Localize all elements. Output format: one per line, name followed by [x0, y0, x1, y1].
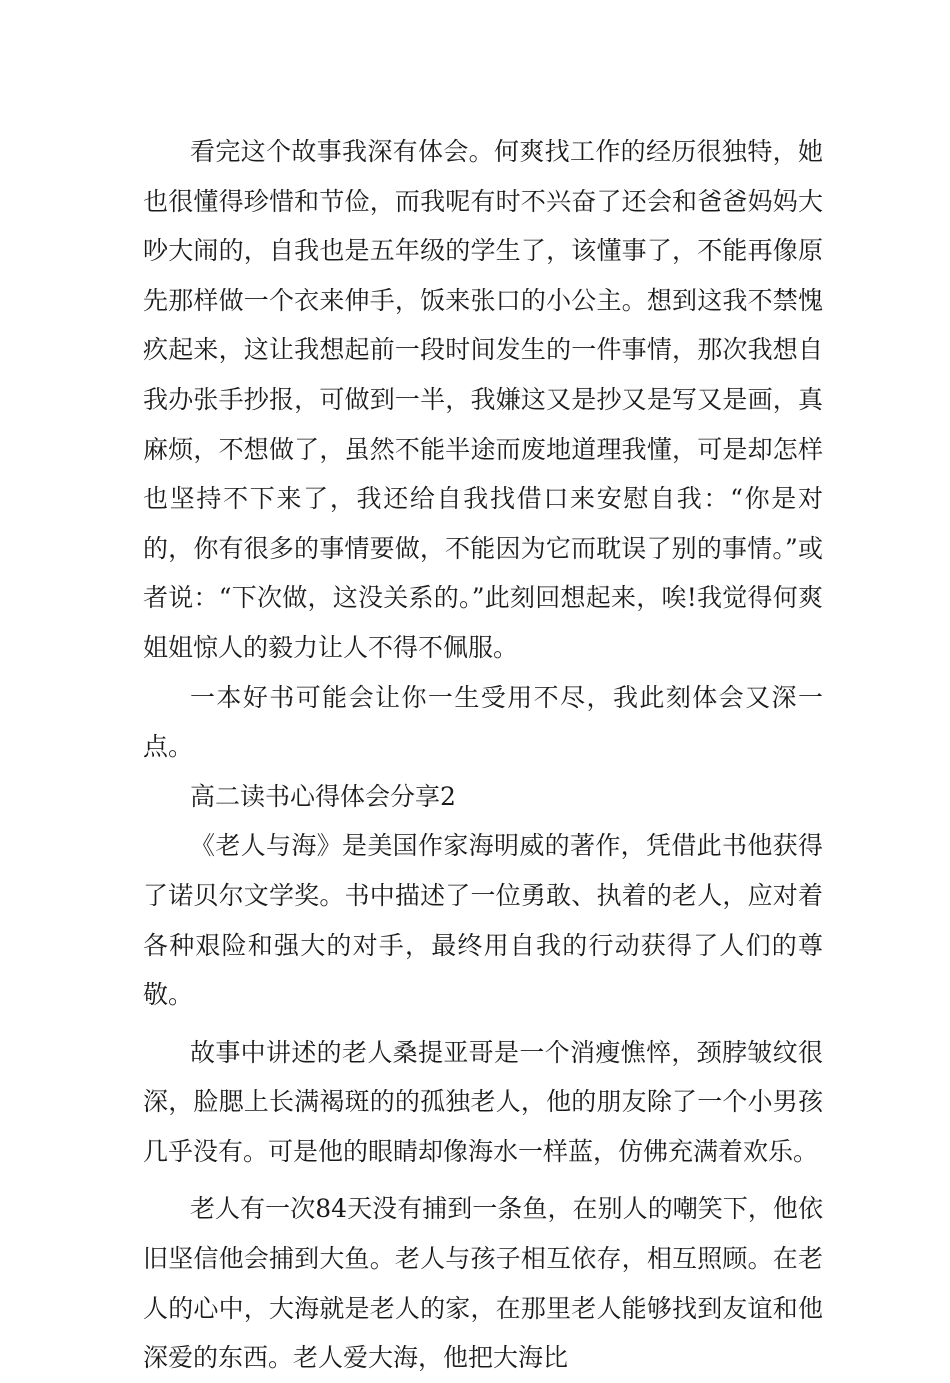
paragraph-reflection: 看完这个故事我深有体会。何爽找工作的经历很独特，她也很懂得珍惜和节俭，而我呢有时不兴奋了还会和爸爸妈妈大吵大闹的，自我也是五年级的学生了，该懂事了，不能再像原先那样做一个衣来伸手，饭来张口的小公主。想到这我不禁愧疚起来，这让我想起前一段时间发生的一件事情，那次我想自我办张手抄报，可做到一半，我嫌这又是抄又是写又是画，真麻烦，不想做了，虽然不能半途而废地道理我懂，可是却怎样也坚持不下来了，我还给自我找借口来安慰自我：“你是对的，你有很多的事情要做，不能因为它而耽误了别的事情。”或者说：“下次做，这没关系的。”此刻回想起来，唉!我觉得何爽姐姐惊人的毅力让人不得不佩服。	[143, 137, 823, 662]
document-body	[143, 127, 823, 1383]
section-heading: 高二读书心得体会分享2	[190, 781, 456, 811]
paragraph-good-book: 一本好书可能会让你一生受用不尽，我此刻体会又深一点。	[143, 682, 823, 762]
paragraph-old-man-and-sea-intro: 《老人与海》是美国作家海明威的著作，凭借此书他获得了诺贝尔文学奖。书中描述了一位勇敢、执着的老人，应对着各种艰险和强大的对手，最终用自我的行动获得了人们的尊敬。	[143, 831, 823, 1010]
paragraph-84-days: 老人有一次84天没有捕到一条鱼，在别人的嘲笑下，他依旧坚信他会捕到大鱼。老人与孩子相互依存，相互照顾。在老人的心中，大海就是老人的家，在那里老人能够找到友谊和他深爱的东西。老人爱大海，他把大海比	[143, 1194, 823, 1373]
paragraph-santiago-description: 故事中讲述的老人桑提亚哥是一个消瘦憔悴，颈脖皱纹很深，脸腮上长满褐斑的的孤独老人，他的朋友除了一个小男孩几乎没有。可是他的眼睛却像海水一样蓝，仿佛充满着欢乐。	[143, 1037, 823, 1166]
